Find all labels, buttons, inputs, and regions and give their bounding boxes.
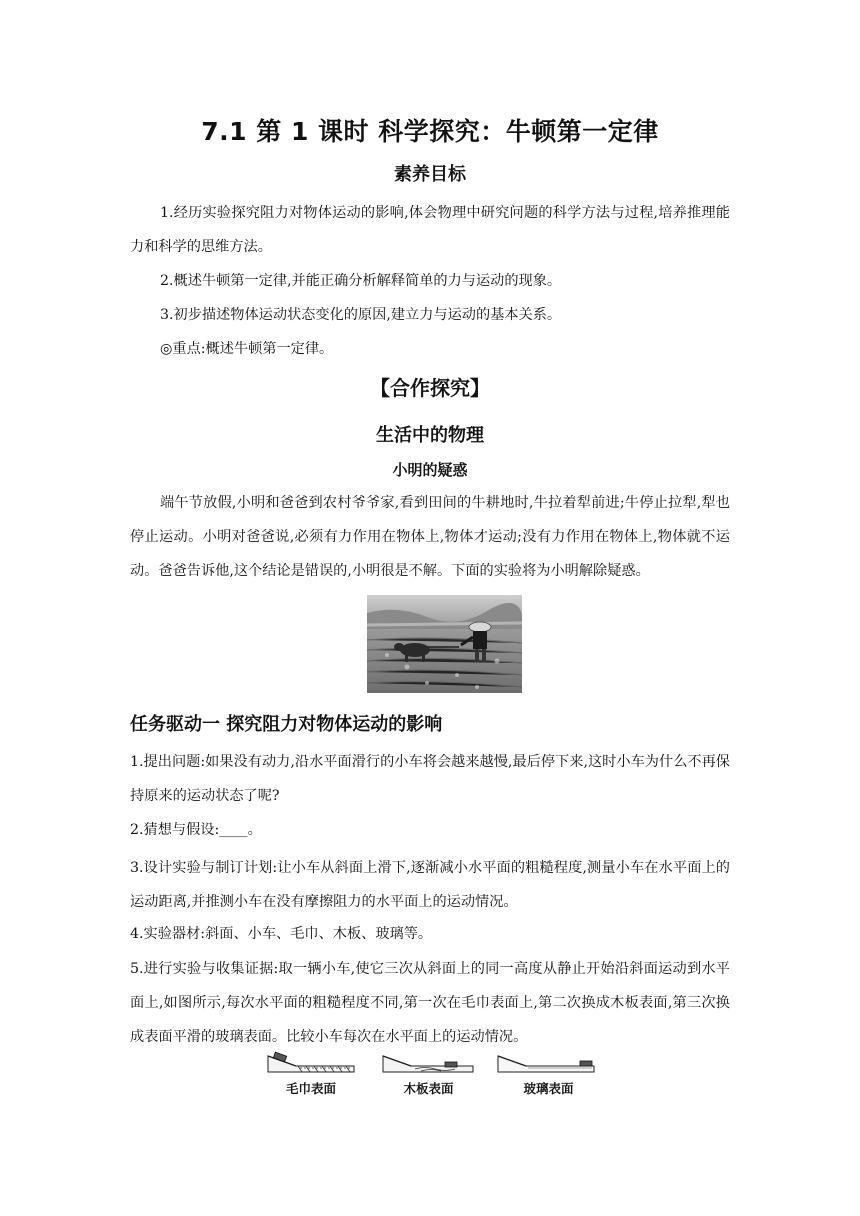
objective-1: 1.经历实验探究阻力对物体运动的影响,体会物理中研究问题的科学方法与过程,培养推理能力和科学的思维方法。 xyxy=(130,205,730,255)
page-title: 7.1 第 1 课时 科学探究：牛顿第一定律 xyxy=(201,117,659,146)
life-heading: 生活中的物理 xyxy=(376,425,484,446)
step-4: 4.实验器材:斜面、小车、毛巾、木板、玻璃等。 xyxy=(130,926,433,942)
step-5: 5.进行实验与收集证据:取一辆小车,使它三次从斜面上的同一高度从静止开始沿斜面运动到水平面上,如图所示,每次水平面的粗糙程度不同,第一次在毛巾表面上,第二次换成木板表面,第三次换成表面平滑的玻璃表面。比较小车每次在水平面上的运动情况。 xyxy=(130,961,730,1045)
towel-surface-diagram xyxy=(266,1050,356,1074)
towel-surface-label: 毛巾表面 xyxy=(285,1081,336,1096)
objective-3: 3.初步描述物体运动状态变化的原因,建立力与运动的基本关系。 xyxy=(160,307,562,323)
task-heading: 任务驱动一 探究阻力对物体运动的影响 xyxy=(130,714,443,735)
objectives-heading: 素养目标 xyxy=(394,164,466,185)
step-1: 1.提出问题:如果没有动力,沿水平面滑行的小车将会越来越慢,最后停下来,这时小车为什么不再保持原来的运动状态了呢? xyxy=(130,754,730,804)
experiment-figure xyxy=(266,1050,596,1100)
wood-surface-label: 木板表面 xyxy=(403,1081,454,1096)
objective-key-point: ◎重点:概述牛顿第一定律。 xyxy=(160,341,334,357)
story-heading: 小明的疑惑 xyxy=(392,461,468,479)
glass-surface-diagram xyxy=(496,1050,596,1074)
objective-2: 2.概述牛顿第一定律,并能正确分析解释简单的力与运动的现象。 xyxy=(160,273,562,289)
story-text: 端午节放假,小明和爸爸到农村爷爷家,看到田间的牛耕地时,牛拉着犁前进;牛停止拉犁,犁也停止运动。小明对爸爸说,必须有力作用在物体上,物体才运动;没有力作用在物体上,物体就不运动。爸爸告诉他,这个结论是错误的,小明很是不解。下面的实验将为小明解除疑惑。 xyxy=(130,495,730,579)
wood-surface-diagram xyxy=(381,1050,476,1074)
farming-photo xyxy=(367,595,522,693)
glass-surface-label: 玻璃表面 xyxy=(523,1081,574,1096)
step-3: 3.设计实验与制订计划:让小车从斜面上滑下,逐渐减小水平面的粗糙程度,测量小车在水平面上的运动距离,并推测小车在没有摩擦阻力的水平面上的运动情况。 xyxy=(130,860,730,910)
step-2: 2.猜想与假设:____。 xyxy=(130,822,262,838)
section-heading: 【合作探究】 xyxy=(370,376,490,400)
